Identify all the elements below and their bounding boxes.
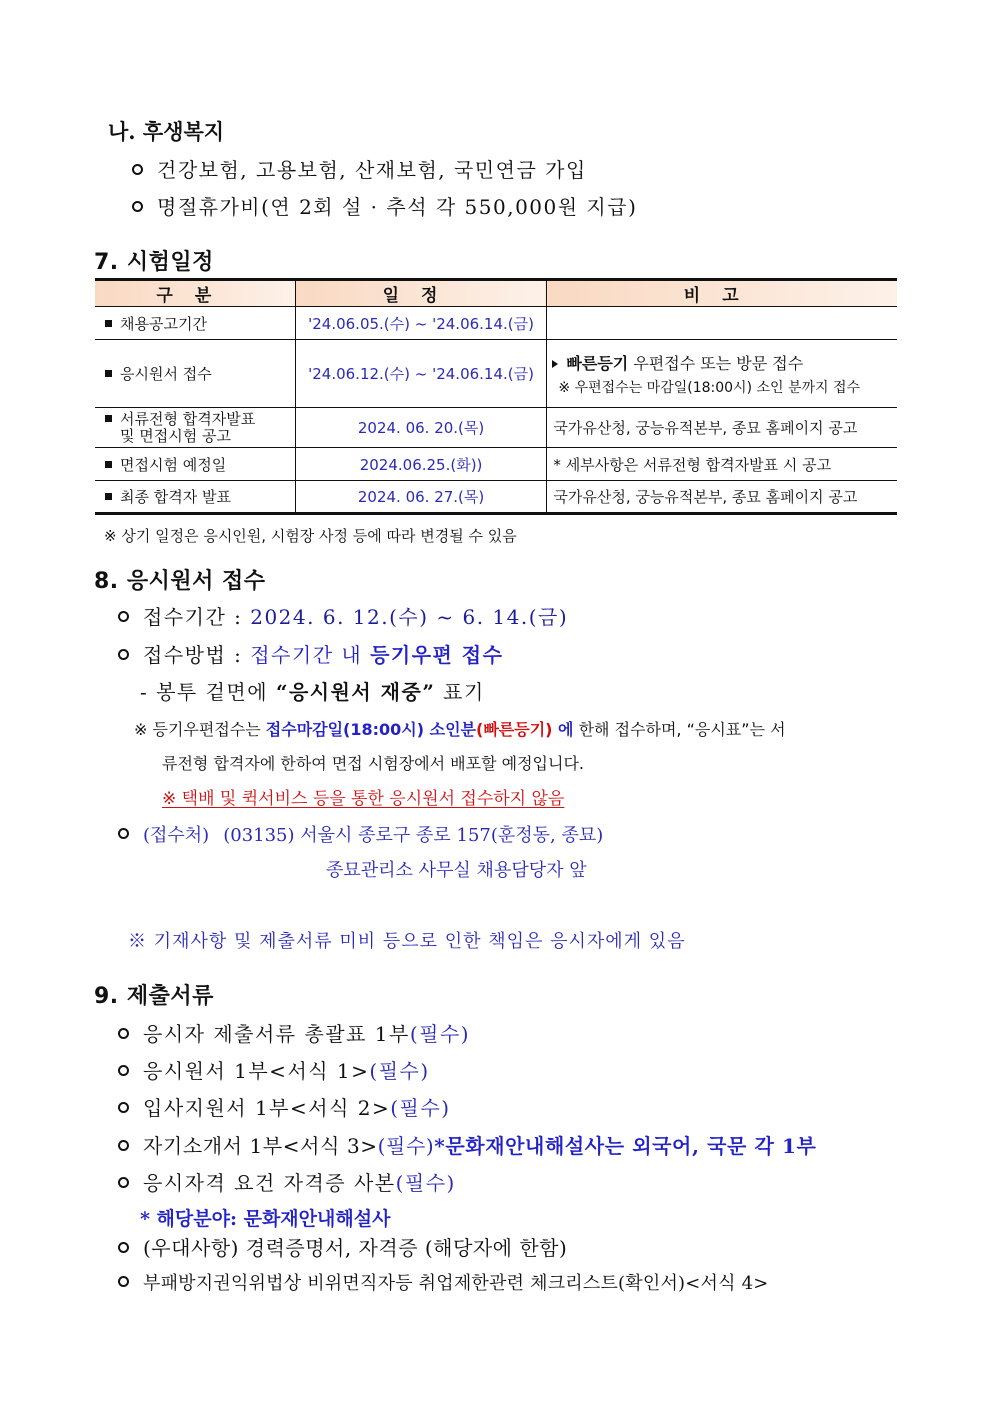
cell-text: 및 면접시험 공고 bbox=[120, 426, 231, 445]
field-note: * 해당분야: 문화재안내해설사 bbox=[140, 1208, 391, 1230]
note-text: 우편접수 또는 방문 접수 bbox=[628, 353, 804, 373]
envelope-prefix: - 봉투 겉면에 bbox=[140, 680, 276, 704]
cell-note: * 세부사항은 서류전형 합격자발표 시 공고 bbox=[547, 448, 897, 481]
cell-category bbox=[95, 448, 295, 481]
header-schedule: 일정 bbox=[295, 280, 547, 307]
responsibility-note: ※ 기재사항 및 제출서류 미비 등으로 인한 책임은 응시자에게 있음 bbox=[128, 931, 686, 952]
section-title-documents: 9. 제출서류 bbox=[94, 984, 214, 1009]
cell-text: 최종 합격자 발표 bbox=[120, 488, 231, 506]
note-text: 에 bbox=[552, 720, 574, 739]
circle-bullet-icon bbox=[118, 1177, 129, 1188]
note-subtext: ※ 우편접수는 마감일(18:00시) 소인 분까지 접수 bbox=[558, 379, 861, 396]
cell-category bbox=[95, 408, 295, 448]
circle-bullet-icon bbox=[118, 1242, 129, 1253]
list-item bbox=[118, 1130, 816, 1159]
note-bold: 빠른등기 bbox=[566, 353, 629, 373]
circle-bullet-icon bbox=[118, 1028, 129, 1039]
cell-category bbox=[95, 340, 295, 408]
circle-bullet-icon bbox=[118, 828, 129, 839]
doc-name: 부패방지권익위법상 비위면직자등 취업제한관련 체크리스트(확인서)<서식 4> bbox=[143, 1273, 769, 1294]
list-item bbox=[118, 1018, 470, 1047]
section-title-schedule: 7. 시험일정 bbox=[94, 250, 214, 275]
cell-text: 면접시험 예정일 bbox=[120, 455, 227, 474]
circle-bullet-icon bbox=[118, 611, 129, 622]
cell-note: 국가유산청, 궁능유적본부, 종묘 홈페이지 공고 bbox=[547, 481, 897, 514]
courier-warning: ※ 택배 및 퀵서비스 등을 통한 응시원서 접수하지 않음 bbox=[162, 789, 565, 809]
list-item-method bbox=[118, 639, 503, 668]
required-tag: (필수) bbox=[409, 1022, 471, 1046]
list-item bbox=[118, 1269, 769, 1295]
list-item-period bbox=[118, 601, 568, 630]
doc-name: 자기소개서 1부<서식 3> bbox=[143, 1134, 378, 1158]
circle-bullet-icon bbox=[118, 1102, 129, 1113]
triangle-bullet-icon bbox=[552, 360, 558, 368]
header-note: 비고 bbox=[547, 280, 897, 307]
required-tag: (필수) bbox=[390, 1096, 451, 1120]
list-item bbox=[118, 1232, 567, 1261]
cell-note bbox=[547, 307, 897, 340]
doc-name: 응시자 제출서류 총괄표 1부 bbox=[143, 1022, 410, 1046]
method-value: 접수기간 내 bbox=[250, 643, 371, 667]
header-category: 구분 bbox=[95, 280, 295, 307]
circle-bullet-icon bbox=[132, 201, 143, 212]
schedule-footnote: ※ 상기 일정은 응시인원, 시험장 사정 등에 따라 변경될 수 있음 bbox=[104, 527, 517, 545]
envelope-suffix: 표기 bbox=[435, 680, 485, 704]
cell-schedule: '24.06.12.(수) ~ '24.06.14.(금) bbox=[295, 340, 547, 408]
square-bullet-icon bbox=[105, 415, 112, 422]
required-tag: (필수) bbox=[377, 1134, 435, 1158]
cell-text: 채용공고기간 bbox=[120, 314, 207, 333]
method-label: 접수방법 : bbox=[143, 643, 251, 667]
envelope-note bbox=[140, 676, 485, 705]
list-item bbox=[132, 191, 637, 220]
note-text: ※ 등기우편접수는 bbox=[134, 720, 266, 739]
schedule-table bbox=[95, 278, 897, 515]
circle-bullet-icon bbox=[132, 164, 143, 175]
table-header-row bbox=[95, 280, 897, 307]
doc-name: (우대사항) 경력증명서, 자격증 (해당자에 한함) bbox=[143, 1236, 568, 1260]
cell-category bbox=[95, 307, 295, 340]
table-row bbox=[95, 448, 897, 481]
list-item-text: 명절휴가비(연 2회 설 · 추석 각 550,000원 지급) bbox=[157, 195, 638, 219]
note-express: (빠른등기) bbox=[476, 720, 553, 739]
address-label: (접수처) bbox=[143, 825, 210, 846]
square-bullet-icon bbox=[105, 493, 112, 500]
required-tag: (필수) bbox=[395, 1171, 456, 1195]
cell-note: 국가유산청, 궁능유적본부, 종묘 홈페이지 공고 bbox=[547, 408, 897, 448]
cell-category bbox=[95, 481, 295, 514]
cell-schedule: 2024. 06. 27.(목) bbox=[295, 481, 547, 514]
extra-note: *문화재안내해설사는 외국어, 국문 각 1부 bbox=[434, 1134, 817, 1158]
postal-note-line1 bbox=[134, 717, 786, 740]
table-row bbox=[95, 307, 897, 340]
required-tag: (필수) bbox=[369, 1059, 430, 1083]
list-item bbox=[118, 1167, 456, 1196]
table-row bbox=[95, 340, 897, 408]
cell-text: 서류전형 합격자발표 bbox=[120, 409, 256, 428]
circle-bullet-icon bbox=[118, 1140, 129, 1151]
circle-bullet-icon bbox=[118, 649, 129, 660]
section-title-welfare: 나. 후생복지 bbox=[108, 119, 225, 144]
period-label: 접수기간 : bbox=[143, 605, 251, 629]
square-bullet-icon bbox=[105, 320, 112, 327]
circle-bullet-icon bbox=[118, 1276, 129, 1287]
list-item-text: 건강보험, 고용보험, 산재보험, 국민연금 가입 bbox=[157, 158, 587, 182]
circle-bullet-icon bbox=[118, 1065, 129, 1076]
square-bullet-icon bbox=[105, 370, 112, 377]
cell-note bbox=[547, 340, 897, 408]
method-value-bold: 등기우편 접수 bbox=[370, 643, 504, 667]
table-row bbox=[95, 481, 897, 514]
address-line1: (03135) 서울시 종로구 종로 157(훈정동, 종묘) bbox=[223, 825, 604, 846]
cell-schedule: 2024. 06. 20.(목) bbox=[295, 408, 547, 448]
table-row bbox=[95, 408, 897, 448]
list-item bbox=[118, 1092, 451, 1121]
cell-schedule: '24.06.05.(수) ~ '24.06.14.(금) bbox=[295, 307, 547, 340]
doc-name: 입사지원서 1부<서식 2> bbox=[143, 1096, 391, 1120]
cell-schedule: 2024.06.25.(화)) bbox=[295, 448, 547, 481]
list-item bbox=[132, 154, 587, 183]
doc-name: 응시원서 1부<서식 1> bbox=[143, 1059, 370, 1083]
address-item bbox=[118, 821, 603, 847]
doc-name: 응시자격 요건 자격증 사본 bbox=[143, 1171, 396, 1195]
address-line2: 종묘관리소 사무실 채용담당자 앞 bbox=[326, 860, 587, 881]
postal-note-line2: 류전형 합격자에 한하여 면접 시험장에서 배포할 예정입니다. bbox=[162, 754, 585, 773]
envelope-label: “응시원서 재중” bbox=[275, 680, 436, 704]
cell-text: 응시원서 접수 bbox=[120, 365, 212, 383]
note-text: 한해 접수하며, “응시표”는 서 bbox=[573, 720, 786, 739]
section-title-application: 8. 응시원서 접수 bbox=[94, 569, 266, 594]
period-value: 2024. 6. 12.(수) ~ 6. 14.(금) bbox=[250, 605, 569, 629]
note-deadline: 접수마감일(18:00시) 소인분 bbox=[265, 720, 477, 739]
square-bullet-icon bbox=[105, 461, 112, 468]
list-item bbox=[118, 1055, 430, 1084]
